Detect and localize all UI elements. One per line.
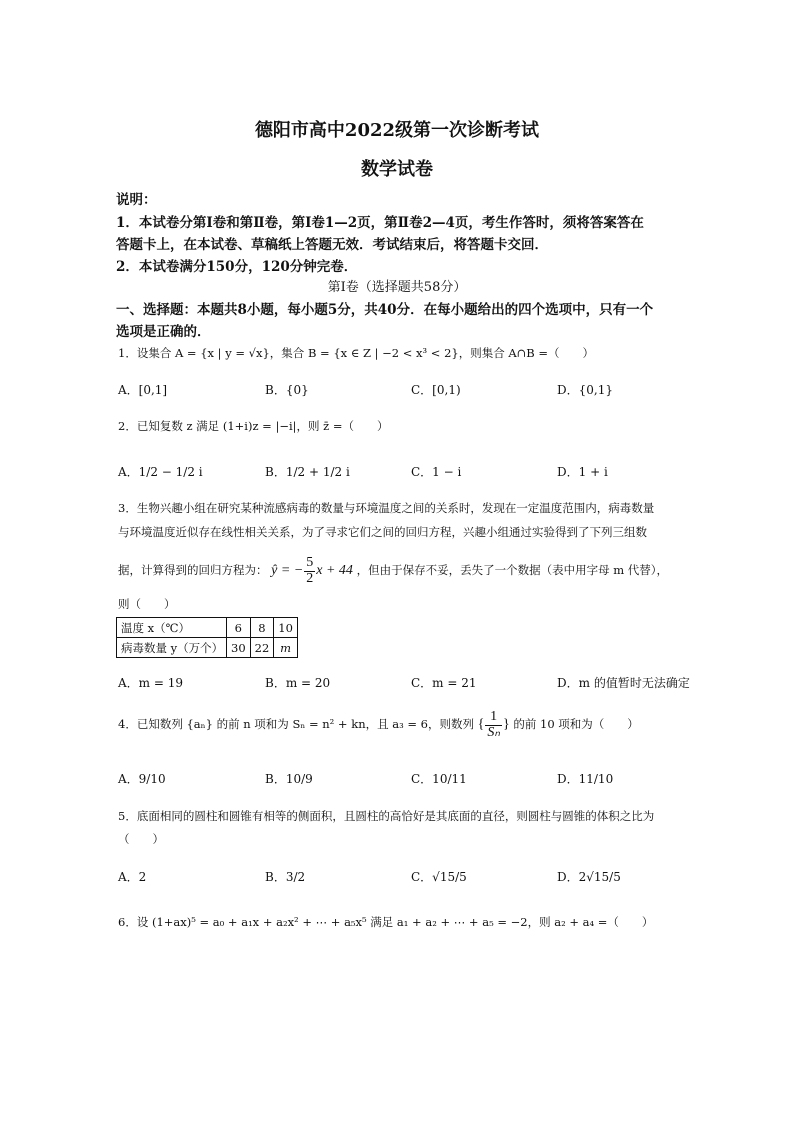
question-3-data-table xyxy=(116,617,298,658)
question-1-stem: 1．设集合 A = {x | y = √x}，集合 B = {x ∈ Z | −2 < x³ < 2}，则集合 A∩B =（ ） xyxy=(118,346,595,360)
question-2-option-a: A．1/2 − 1/2 i xyxy=(118,465,203,479)
notes-heading: 说明： xyxy=(116,192,157,208)
table-cell: 10 xyxy=(274,618,298,638)
question-5-line-1: 5．底面相同的圆柱和圆锥有相等的侧面积，且圆柱的高恰好是其底面的直径，则圆柱与圆锥的体积之比为 xyxy=(118,809,655,823)
exam-subtitle: 数学试卷 xyxy=(361,159,433,180)
question-5-line-2: （ ） xyxy=(118,832,164,846)
question-5-option-a: A．2 xyxy=(118,870,147,884)
sequence-brace-close: } xyxy=(502,717,510,733)
question-1-option-c: C．[0,1) xyxy=(411,383,461,397)
question-3-option-a: A．m = 19 xyxy=(118,676,183,690)
notes-item-1-line-1: 1．本试卷分第Ⅰ卷和第Ⅱ卷，第Ⅰ卷1—2页，第Ⅱ卷2—4页，考生作答时，须将答案答在 xyxy=(116,215,644,231)
question-1-option-a: A．[0,1] xyxy=(118,383,168,397)
question-3-line-3 xyxy=(118,556,668,586)
table-row xyxy=(117,638,298,658)
question-3-option-d: D．m 的值暂时无法确定 xyxy=(557,676,690,690)
question-1-option-d: D．{0,1} xyxy=(557,383,613,397)
question-3-option-c: C．m = 21 xyxy=(411,676,477,690)
regression-equation: ŷ = − xyxy=(271,563,304,579)
section-intro-line-2: 选项是正确的． xyxy=(116,324,211,340)
table-cell: 温度 x（℃） xyxy=(117,618,227,638)
sequence-brace-open: { xyxy=(477,717,485,733)
exam-title: 德阳市高中2022级第一次诊断考试 xyxy=(254,120,540,141)
table-cell: m xyxy=(274,638,298,658)
regression-slope-fraction: $\frac{5}{2}$ xyxy=(306,555,314,586)
question-2-stem: 2．已知复数 z 满足 (1+i)z = |−i|，则 z̄ =（ ） xyxy=(118,419,389,433)
question-4-option-a: A．9/10 xyxy=(118,772,166,786)
question-3-option-b: B．m = 20 xyxy=(265,676,331,690)
question-6-stem: 6．设 (1+ax)⁵ = a₀ + a₁x + a₂x² + ⋯ + a₅x⁵ 满足 a₁ + a₂ + ⋯ + a₅ = −2，则 a₂ + a₄ =（ ） xyxy=(118,915,654,929)
table-cell: 病毒数量 y（万个） xyxy=(117,638,227,658)
question-4-option-c: C．10/11 xyxy=(411,772,467,786)
question-3-line-2: 与环境温度近似存在线性相关关系，为了寻求它们之间的回归方程，兴趣小组通过实验得到了下列三组数 xyxy=(118,525,647,539)
reciprocal-sum-fraction: $\frac{1}{\text{Sₙ}}$ xyxy=(487,709,500,740)
question-5-option-c: C．√15/5 xyxy=(411,870,467,884)
table-cell: 22 xyxy=(250,638,274,658)
question-4-option-b: B．10/9 xyxy=(265,772,313,786)
question-5-option-d: D．2√15/5 xyxy=(557,870,621,884)
question-2-option-c: C．1 − i xyxy=(411,465,462,479)
section-heading: 第Ⅰ卷（选择题共58分） xyxy=(327,280,467,295)
question-2-option-d: D．1 + i xyxy=(557,465,608,479)
table-cell: 30 xyxy=(227,638,251,658)
question-1-option-b: B．{0} xyxy=(265,383,309,397)
question-4-option-d: D．11/10 xyxy=(557,772,614,786)
question-3-line-3-prefix: 据，计算得到的回归方程为： xyxy=(118,563,268,578)
notes-item-1-line-2: 答题卡上，在本试卷、草稿纸上答题无效．考试结束后，将答题卡交回． xyxy=(116,237,548,253)
question-2-option-b: B．1/2 + 1/2 i xyxy=(265,465,350,479)
table-cell: 8 xyxy=(250,618,274,638)
question-4-stem-suffix: 的前 10 项和为（ ） xyxy=(513,717,639,732)
question-3-line-4: 则（ ） xyxy=(118,597,176,611)
question-4-stem-prefix: 4．已知数列 {aₙ} 的前 n 项和为 Sₙ = n² + kn，且 a₃ = 6，则数列 xyxy=(118,717,474,732)
question-3-line-1: 3．生物兴趣小组在研究某种流感病毒的数量与环境温度之间的关系时，发现在一定温度范围内，病毒数量 xyxy=(118,501,655,515)
section-intro-line-1: 一、选择题：本题共8小题，每小题5分，共40分．在每小题给出的四个选项中，只有一个 xyxy=(116,302,654,318)
question-4-stem xyxy=(118,710,639,740)
regression-equation-tail: x + 44 xyxy=(316,563,353,579)
notes-item-2: 2．本试卷满分150分，120分钟完卷． xyxy=(116,259,358,275)
question-3-line-3-suffix: ，但由于保存不妥，丢失了一个数据（表中用字母 m 代替）， xyxy=(356,563,669,578)
table-row xyxy=(117,618,298,638)
question-5-option-b: B．3/2 xyxy=(265,870,306,884)
table-cell: 6 xyxy=(227,618,251,638)
